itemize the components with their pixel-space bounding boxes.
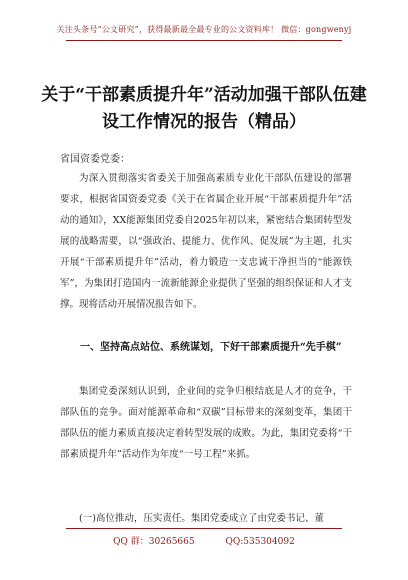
body-paragraph-3: (一)高位推动，压实责任。集团党委成立了由党委书记、董 xyxy=(79,513,324,524)
footer-note xyxy=(0,534,408,547)
header-divider xyxy=(66,40,342,41)
header-note: 关注头条号“公文研究”，获得最新最全最专业的公文资料库！ 微信：gongwenyj xyxy=(56,25,352,34)
footer-divider xyxy=(66,528,342,529)
body-paragraph-2: 集团党委深刻认识到，企业间的竞争归根结底是人才的竞争，干部队伍的竞争。面对能源革命和“双碳”目标带来的深刻变革，集团干部队伍的能力素质直接决定着转型发展的成败。为此，集团党委将“干部素质提升年”活动作为年度“一号工程”来抓。 xyxy=(60,386,352,460)
salutation: 省国资委党委： xyxy=(60,154,130,165)
footer-qq: QQ:535304092 xyxy=(225,537,295,547)
footer-qq-group: QQ 群：30265665 xyxy=(113,537,195,547)
document-title: 关于“干部素质提升年”活动加强干部队伍建设工作情况的报告（精品） xyxy=(41,85,367,132)
body-paragraph-1: 为深入贯彻落实省委关于加强高素质专业化干部队伍建设的部署要求，根据省国资委党委《关于在省属企业开展“干部素质提升年”活动的通知》，XX能源集团党委自2025年初以来，紧密结合集团转型发展的战略需要，以“强政治、提能力、优作风、促发展”为主题，扎实开展“干部素质提升年”活动，着力锻造一支忠诚干净担当的“能源铁军”，为集团打造国内一流新能源企业提供了坚强的组织保证和人才支撑。现将活动开展情况报告如下。 xyxy=(60,173,352,310)
section-heading-1: 一、坚持高点站位、系统谋划，下好干部素质提升“先手棋” xyxy=(80,342,342,353)
